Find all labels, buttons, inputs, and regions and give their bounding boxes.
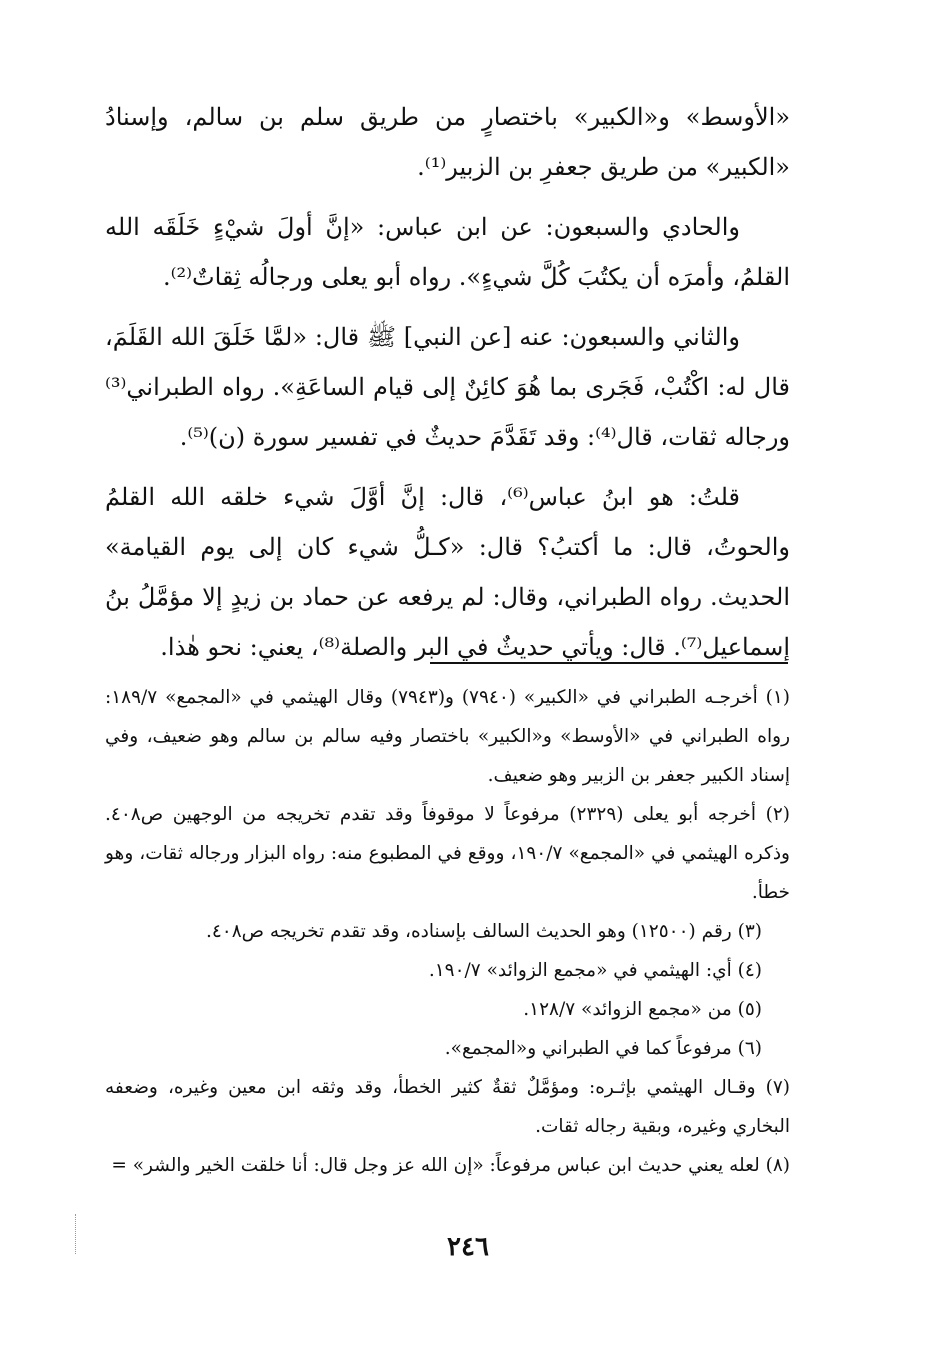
footnote-5: (٥) من «مجمع الزوائد» ١٢٨/٧. (523, 999, 762, 1020)
paragraph-continuation: «الأوسط» و«الكبير» باختصارٍ من طريق سلم بن سالم، وإسنادُ «الكبير» من طريق جعفرِ بن الزبير⁽¹⁾. (105, 103, 790, 181)
footnotes (105, 678, 790, 1185)
paragraph-qultu: قلتُ: هو ابنُ عباس⁽⁶⁾، قال: إنَّ أوَّلَ شيء خلقه الله القلمُ والحوتُ، قال: ما أكتبُ؟ قال: «كـلُّ شيء كان إلى يوم القيامة» الحديث. رواه الطبراني، وقال: لم يرفعه عن حماد بن زيدٍ إلا مؤمَّلُ بنُ إسماعيل⁽⁷⁾. قال: ويأتي حديثٌ في البر والصلة⁽⁸⁾، يعني: نحو هٰذا. (105, 483, 790, 661)
main-text (105, 92, 790, 672)
footnote-8: (٨) لعله يعني حديث ابن عباس مرفوعاً: «إن الله عز وجل قال: أنا خلقت الخير والشر» = (111, 1155, 790, 1176)
footnote-separator (430, 662, 788, 664)
paragraph-hadith-71: والحادي والسبعون: عن ابن عباس: «إنَّ أولَ شيْءٍ خَلَقَه الله القلمُ، وأمرَه أن يكتُبَ كُلَّ شيءٍ». رواه أبو يعلى ورجالُه ثِقاتٌ⁽²⁾. (105, 213, 790, 291)
footnote-7: (٧) وقـال الهيثمي بإثـره: ومؤمَّلٌ ثقةٌ كثير الخطأ، وقد وثقه ابن معين وغيره، وضعفه البخاري وغيره، وبقية رجاله ثقات. (105, 1077, 790, 1137)
footnote-2: (٢) أخرجه أبو يعلى (٢٣٢٩) مرفوعاً لا موقوفاً وقد تقدم تخريجه من الوجهين ص٤٠٨. وذكره الهيثمي في «المجمع» ١٩٠/٧، ووقع في المطبوع منه: رواه البزار ورجاله ثقات، وهو خطأ. (105, 804, 790, 903)
footnote-1: (١) أخرجـه الطبراني في «الكبير» (٧٩٤٠) و(٧٩٤٣) وقال الهيثمي في «المجمع» ١٨٩/٧: رواه الطبراني في «الأوسط» و«الكبير» باختصار وفيه سالم بن سالم وهو ضعيف، وفي إسناد الكبير جعفر بن الزبير وهو ضعيف. (105, 687, 790, 786)
footnote-3: (٣) رقم (١٢٥٠٠) وهو الحديث السالف بإسناده، وقد تقدم تخريجه ص٤٠٨. (205, 921, 762, 942)
paragraph-hadith-72: والثاني والسبعون: عنه [عن النبي] ﷺ قال: «لمَّا خَلَقَ الله القَلَمَ، قال له: اكْتُبْ، فَجَرى بما هُوَ كائِنٌ إلى قيام الساعَةِ». رواه الطبراني⁽³⁾ ورجاله ثقات، قال⁽⁴⁾: وقد تَقَدَّمَ حديثٌ في تفسير سورة (ن)⁽⁵⁾. (105, 323, 790, 451)
page-number: ٢٤٦ (447, 1232, 489, 1262)
footnote-6: (٦) مرفوعاً كما في الطبراني و«المجمع». (444, 1038, 762, 1059)
footnote-4: (٤) أي: الهيثمي في «مجمع الزوائد» ١٩٠/٧. (428, 960, 762, 981)
